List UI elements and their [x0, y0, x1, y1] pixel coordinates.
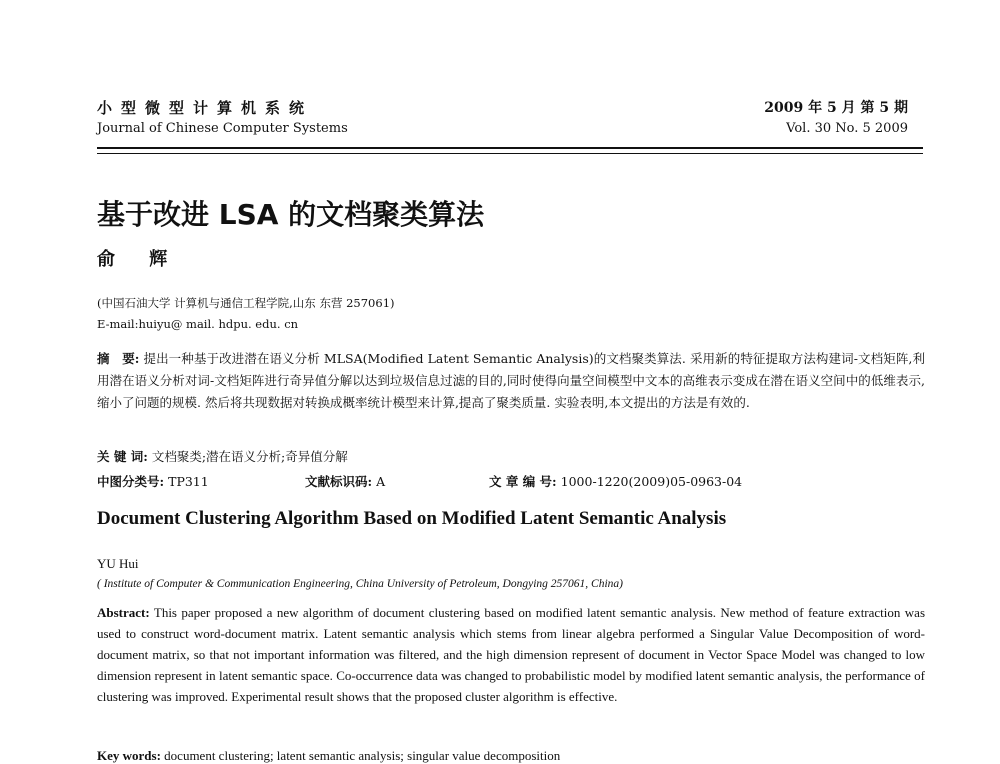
document-code [305, 472, 385, 490]
issue-date: 2009 年 5 月 第 5 期 [764, 100, 908, 116]
classification-code [97, 472, 209, 490]
abstract-cn-text: 提出一种基于改进潜在语义分析 MLSA(Modified Latent Semantic Analysis)的文档聚类算法. 采用新的特征提取方法构建词-文档矩阵,利用潜在语义分析对词-文档矩阵进行奇异值分解以达到垃圾信息过滤的目的,同时使得向量空间模型中文本的高维表示变成在潜在语义空间中的低维表示,缩小了问题的规模. 然后将共现数据对转换成概率统计模型来计算,提高了聚类质量. 实验表明,本文提出的方法是有效的. [97, 351, 925, 410]
keywords-cn [97, 447, 348, 465]
document-code-value: A [376, 474, 386, 489]
header-rule-thin [97, 153, 923, 154]
keywords-en-label: Key words: [97, 748, 161, 763]
paper-title-en: Document Clustering Algorithm Based on Modified Latent Semantic Analysis [97, 508, 727, 529]
keywords-cn-label: 关 键 词: [97, 449, 148, 464]
abstract-cn [97, 348, 925, 414]
classification-code-value: TP311 [168, 474, 209, 489]
article-number-label: 文 章 编 号: [489, 474, 557, 489]
author-email: E-mail:huiyu@ mail. hdpu. edu. cn [97, 317, 299, 331]
article-number [489, 472, 742, 490]
classification-code-label: 中图分类号: [97, 474, 165, 489]
abstract-en-label: Abstract: [97, 605, 150, 620]
paper-title-cn: 基于改进 LSA 的文档聚类算法 [97, 198, 485, 231]
keywords-cn-text: 文档聚类;潜在语义分析;奇异值分解 [151, 449, 348, 464]
document-code-label: 文献标识码: [305, 474, 373, 489]
abstract-en-text: This paper proposed a new algorithm of document clustering based on modified latent semantic analysis. New method of feature extraction was used to construct word-document matrix. Latent semantic analysis which stems from linear algebra performed a Singular Value Decomposition of word-document matrix, so that not important information was filtered, and the high dimension represent of document in Vector Space Model was changed to low dimension represent in latent semantic space. Co-occurrence data was changed to probabilistic model by modified latent semantic analysis, the performance of clustering was improved. Experimental result shows that the proposed cluster algorithm is effective. [97, 605, 925, 704]
journal-name-cn: 小型微型计算机系统 [97, 99, 314, 117]
author-name-cn: 俞 辉 [97, 249, 182, 270]
affiliation-en: ( Institute of Computer & Communication Engineering, China University of Petroleum, Dongying 257061, China) [97, 578, 623, 590]
keywords-en-text: document clustering; latent semantic analysis; singular value decomposition [164, 748, 561, 763]
keywords-en [97, 748, 560, 764]
journal-name-en: Journal of Chinese Computer Systems [97, 121, 348, 136]
abstract-en [97, 602, 925, 707]
author-name-en: YU Hui [97, 556, 139, 571]
affiliation-cn: (中国石油大学 计算机与通信工程学院,山东 东营 257061) [97, 296, 395, 310]
article-number-value: 1000-1220(2009)05-0963-04 [560, 474, 743, 489]
abstract-cn-label: 摘 要: [97, 351, 140, 366]
volume-number: Vol. 30 No. 5 2009 [786, 121, 908, 136]
header-rule-thick [97, 147, 923, 149]
